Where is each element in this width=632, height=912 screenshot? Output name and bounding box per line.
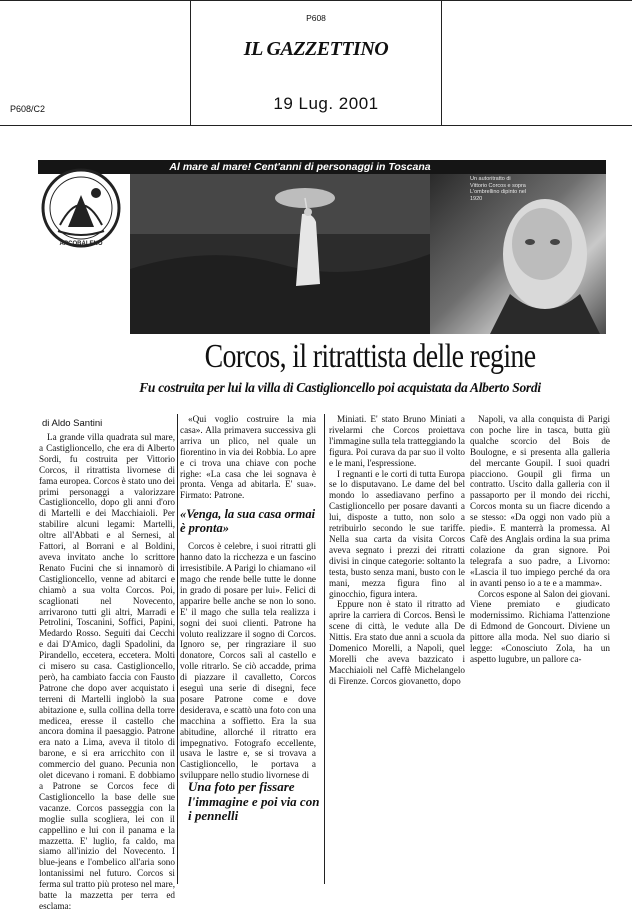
article-column-3 bbox=[329, 414, 465, 687]
publication-date: 19 Lug. 2001 bbox=[273, 94, 379, 113]
page-code: P608 bbox=[306, 13, 326, 23]
article-paragraph: La grande villa quadrata sul mare, a Castiglioncello, che era di Alberto Sordi, fu costruita per Vittorio Corcos, il ritrattista livornese di fama europea. Corcos è stato uno dei primi personaggi a valorizzare Castiglioncello, dopo gli anni d'oro di Martelli e dei Macchiaioli. Per stabilire alcuni legami: Martelli, oltre all'Abbati e al Sernesi, al Fattori, al Borrani e al Boldini, aveva invitato anche lo scrittore Renato Fucini che si innamorò di Castiglioncello, venne ad abitarci e chiamò a sua volta Corcos. Poi, scaglionati nel Novecento, arrivarono tutti gli altri, Marradi e Petrolini, Toscanini, Soffici, Papini, Medardo Rosso. Seguiti dai Cecchi e dai D'Amico, dagli Spadolini, da Pirandello, eccetera, eccetera. Molti ci misero su casa. Castiglioncello, però, ha cambiato faccia con Fausto Patrone che dopo aver acquistato i terreni di Martelli inglobò la sua abitazione e, sulla collina della torre medicea, eresse il castello che ancora domina il paesaggio. Patrone era nato a Lima, aveva il titolo di barone, e si era arricchito con il commercio del guano. Pecunia non olet dicevano i romani. E dobbiamo a Patrone se Corcos fece di Castiglioncello la base delle sue vacanze. Corcos passeggia con la moglie sulla scogliera, lei con il cappellino e lui con il panama e la mazzetta. E' luglio, fa caldo, ma siamo all'inizio del Novecento. I blue-jeans e l'ombelico all'aria sono lontanissimi nel futuro. Corcos si ferma sul tratto più proteso nel mare, batte la mazzetta per terra ed esclama: bbox=[39, 432, 175, 911]
article-paragraph: Miniati. E' stato Bruno Miniati a rivelarmi che Corcos proiettava l'immagine sulla tela tratteggiando la figura. Poi curava da par suo il volto e le mani, l'espressione. bbox=[329, 414, 465, 468]
column-rule bbox=[177, 414, 178, 884]
article-byline: di Aldo Santini bbox=[42, 418, 103, 429]
photo-umbrella-lady-illustration bbox=[130, 174, 430, 334]
photo-umbrella-lady bbox=[130, 174, 430, 334]
section-code: P608/C2 bbox=[10, 104, 46, 114]
series-banner-text: Al mare al mare! Cent'anni di personaggi in Toscana bbox=[169, 161, 431, 173]
article-column-2 bbox=[180, 414, 316, 781]
article-column-1 bbox=[39, 432, 175, 912]
article-paragraph: Corcos espone al Salon dei giovani. Viene premiato e giudicato modernissimo. Richiama l'attenzione di Edmond de Goncourt. Diviene un pittore alla moda. Nel suo diario si legge: «Conosciuto Zola, ha un aspetto lugubre, un pallore ca- bbox=[470, 588, 610, 664]
article-subhead: Fu costruita per lui la villa di Castiglioncello poi acquistata da Alberto Sordi bbox=[139, 380, 541, 395]
article-column-4 bbox=[470, 414, 610, 665]
series-logo-icon bbox=[38, 165, 124, 251]
pull-quote: Una foto per fissare l'immagine e poi via con i pennelli bbox=[188, 779, 320, 823]
article-crosshead: «Venga, la sua casa ormai è pronta» bbox=[180, 507, 316, 536]
article-paragraph: «Qui voglio costruire la mia casa». Alla primavera successiva gli arriva un plico, nel quale un fiorentino in via dei Robbia. Lo apre e ci trova una chiave con poche righe: «La casa che lei sognava è pronta. Venga ad abitarla. E' sua». Firmato: Patrone. bbox=[180, 414, 316, 501]
newspaper-masthead: IL GAZZETTINO bbox=[243, 38, 389, 60]
article-headline: Corcos, il ritrattista delle regine bbox=[204, 338, 536, 375]
header-rule-top bbox=[0, 0, 632, 1]
column-rule bbox=[324, 414, 325, 884]
header-rule-bottom bbox=[0, 125, 632, 126]
article-paragraph: Corcos è celebre, i suoi ritratti gli hanno dato la ricchezza e un fascino irresistibile. A Parigi lo chiamano «il mago che rende belle tutte le donne in grado di posare per lui». Felici di apparire belle anche se non lo sono. E' il mago che sulla tela realizza i sogni dei suoi clienti. Patrone ha voluto realizzare il sogno di Corcos. Ignoro se, per ringraziare il suo donatore, Corcos salì al castello e volle ritrarlo. Se ciò accadde, prima di piazzare il cavalletto, Corcos eseguì una serie di disegni, fece posare Patrone come e dove desiderava, e scattò una foto con una macchina a soffietto. Era la sua abitudine, allorché il ritratto era impegnativo. Fotografo eccellente, usava le lastre e, se si trovava a Castiglioncello, le portava a sviluppare nello studio livornese di bbox=[180, 541, 316, 781]
photo-caption: Un autoritratto di Vittorio Corcos e sopra L'ombrellino dipinto nel 1920 bbox=[470, 176, 527, 202]
article-paragraph: I regnanti e le corti di tutta Europa se lo disputavano. Le dame del bel mondo lo assediavano perfino a Castiglioncello per posare davanti a lui, disposte a tutto, non solo a retribuirlo secondo le sue tariffe. Nella sua carta da visita Corcos aveva segnato i prezzi dei ritratti divisi in cinque categorie: soltanto la testa, busto senza mani, busto con le mani, mezza figura fino al ginocchio, figura intera. bbox=[329, 468, 465, 599]
series-logo-text: ARCOBALENO bbox=[59, 241, 103, 247]
article-paragraph: Eppure non è stato il ritratto ad aprire la carriera di Corcos. Bensì le scene di città, le vedute alla De Nittis. Era stato due anni a scuola da Domenico Morelli, a Napoli, quel Morelli che aveva bazzicato i Macchiaioli nel Caffè Michelangelo di Firenze. Corcos giovanetto, dopo bbox=[329, 599, 465, 686]
article-paragraph: Napoli, va alla conquista di Parigi con poche lire in tasca, butta giù qualche scorcio del Bois de Boulogne, e si presenta alla galleria del mercante Goupil. I suoi quadri piacciono. Goupil gli firma un contratto. Uscito dalla galleria con il passaporto per il mondo dei ricchi, Corcos monta su un fiacre dicendo a se stesso: «Da oggi non vado più a piedi». E manterrà la promessa. Al Cafè des Anglais ordina la sua prima colazione da gran signore. Poi telegrafa a suo padre, a Livorno: «Lascia il tuo impiego perché da ora in avanti penso io a te e a mamma». bbox=[470, 414, 610, 588]
